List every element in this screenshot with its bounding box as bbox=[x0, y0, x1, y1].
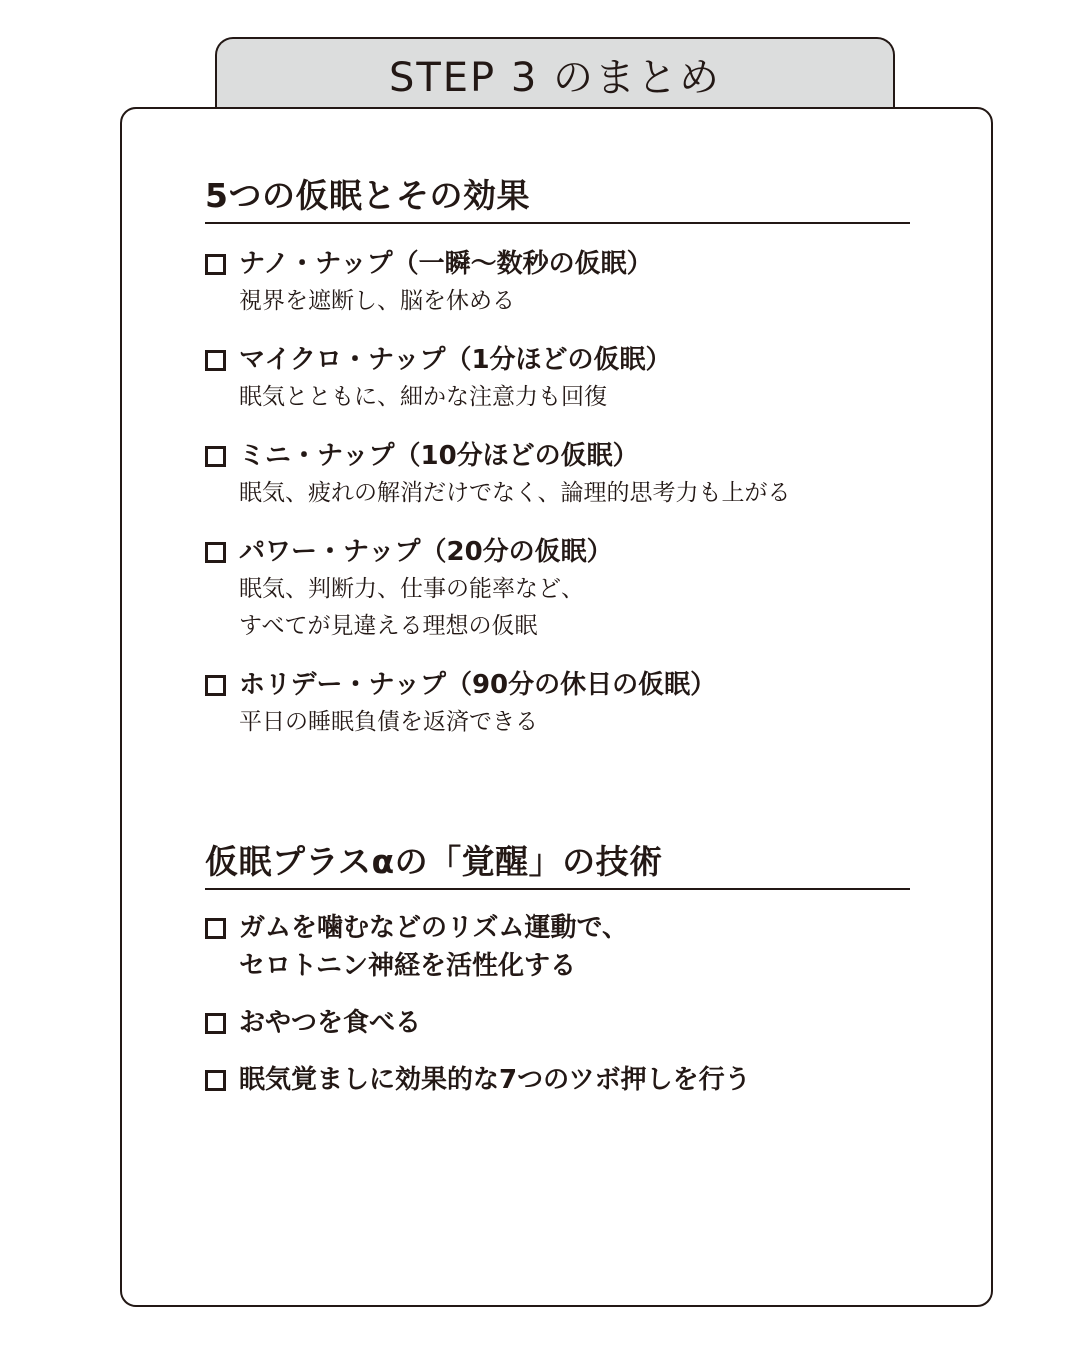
checklist-item-snack bbox=[205, 1004, 910, 1042]
item-description: 眠気とともに、細かな注意力も回復 bbox=[239, 384, 607, 410]
item-title: パワー・ナップ（20分の仮眠） bbox=[239, 537, 613, 567]
section-heading-awakening: 仮眠プラスαの「覚醒」の技術 bbox=[205, 840, 910, 890]
item-title: ガムを噛むなどのリズム運動で、 bbox=[239, 913, 628, 943]
checklist-item-micro-nap bbox=[205, 341, 910, 416]
checkbox-icon bbox=[205, 254, 226, 275]
item-description: 眠気、判断力、仕事の能率など、 bbox=[239, 576, 584, 602]
item-description: 視界を遮断し、脳を休める bbox=[239, 288, 515, 314]
checkbox-icon bbox=[205, 918, 226, 939]
item-title: ナノ・ナップ（一瞬〜数秒の仮眠） bbox=[239, 249, 653, 279]
item-title: マイクロ・ナップ（1分ほどの仮眠） bbox=[239, 345, 672, 375]
item-title: ホリデー・ナップ（90分の休日の仮眠） bbox=[239, 670, 717, 700]
checkbox-icon bbox=[205, 1013, 226, 1034]
checkbox-icon bbox=[205, 1070, 226, 1091]
checkbox-icon bbox=[205, 350, 226, 371]
item-title: おやつを食べる bbox=[239, 1008, 422, 1038]
awakening-techniques-section bbox=[205, 840, 910, 1099]
checkbox-icon bbox=[205, 675, 226, 696]
checklist-item-mini-nap bbox=[205, 437, 910, 512]
checklist-item-nano-nap bbox=[205, 245, 910, 320]
summary-title: STEP 3 のまとめ bbox=[388, 54, 722, 101]
item-title: 眠気覚ましに効果的な7つのツボ押しを行う bbox=[239, 1065, 751, 1095]
item-title: セロトニン神経を活性化する bbox=[239, 951, 576, 981]
item-description: すべてが見違える理想の仮眠 bbox=[239, 613, 538, 639]
section-heading-nap-types: 5つの仮眠とその効果 bbox=[205, 174, 910, 224]
checkbox-icon bbox=[205, 446, 226, 467]
nap-types-section bbox=[205, 174, 910, 741]
checklist-item-pressure-points bbox=[205, 1061, 910, 1099]
item-description: 平日の睡眠負債を返済できる bbox=[239, 709, 538, 735]
checklist-item-power-nap bbox=[205, 533, 910, 645]
checklist-item-rhythm-exercise bbox=[205, 909, 910, 985]
checklist-item-holiday-nap bbox=[205, 666, 910, 741]
checkbox-icon bbox=[205, 542, 226, 563]
item-title: ミニ・ナップ（10分ほどの仮眠） bbox=[239, 441, 639, 471]
item-description: 眠気、疲れの解消だけでなく、論理的思考力も上がる bbox=[239, 480, 791, 506]
summary-tab-header bbox=[215, 37, 895, 109]
